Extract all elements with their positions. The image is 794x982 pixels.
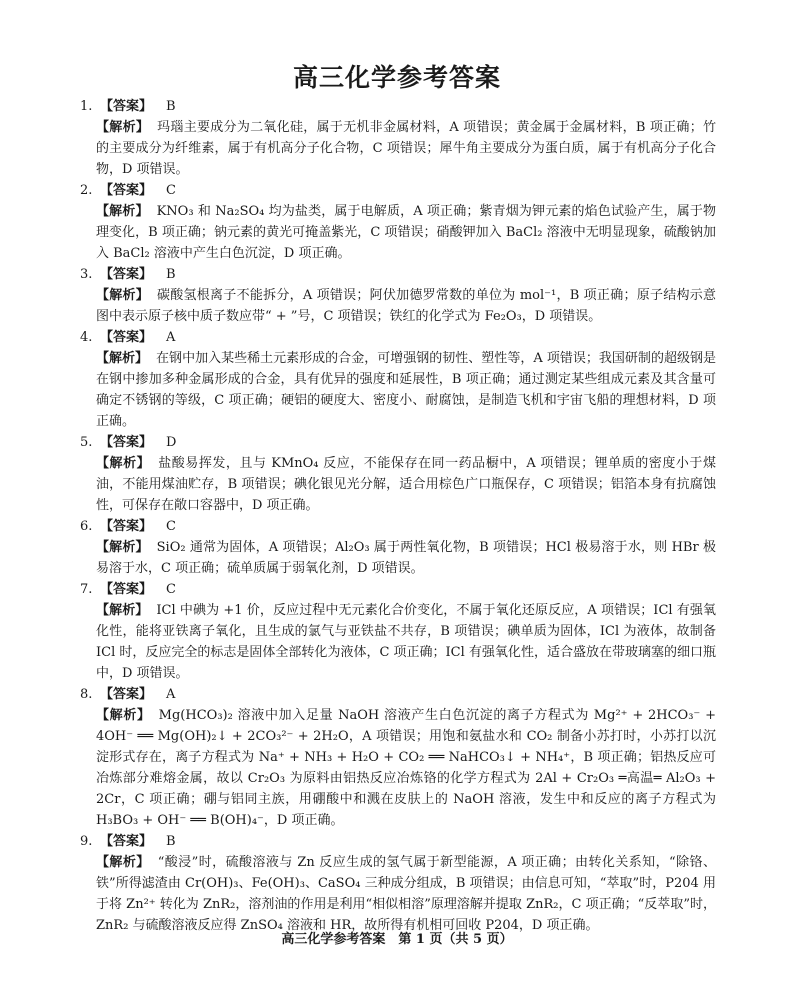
- answer-value: B: [166, 267, 176, 282]
- explanation-label: 【解析】: [96, 456, 151, 471]
- answer-label: 【答案】: [100, 267, 153, 282]
- explanation-label: 【解析】: [96, 288, 150, 303]
- answer-line: [80, 579, 716, 600]
- answer-label: 【答案】: [100, 435, 153, 450]
- question-block: [80, 432, 716, 516]
- answer-line: [80, 684, 716, 705]
- explanation: [80, 201, 716, 264]
- answer-value: B: [166, 99, 176, 114]
- explanation-text: 在钢中加入某些稀土元素形成的合金，可增强钢的韧性、塑性等，A 项错误；我国研制的超级钢是在钢中掺加多种金属形成的合金，具有优异的强度和延展性，B 项正确；通过测定某些组成元素及其含量可确定不锈钢的等级，C 项正确；硬铝的硬度大、密度小、耐腐蚀，是制造飞机和宇宙飞船的理想材料，D 项正确。: [96, 351, 716, 429]
- answer-label: 【答案】: [100, 582, 153, 597]
- explanation-text: KNO₃ 和 Na₂SO₄ 均为盐类，属于电解质，A 项正确；紫青烟为钾元素的焰色试验产生，属于物理变化，B 项正确；钠元素的黄光可掩盖紫光，C 项错误；硝酸钾加入 BaCl₂ 溶液中无明显现象，硫酸钠加入 BaCl₂ 溶液中产生白色沉淀，D 项正确。: [96, 204, 716, 261]
- explanation: [80, 705, 716, 831]
- question-block: [80, 516, 716, 579]
- page-footer: 高三化学参考答案 第 1 页（共 5 页）: [281, 932, 513, 947]
- answer-value: C: [166, 183, 176, 198]
- answer-line: [80, 96, 716, 117]
- explanation: [80, 348, 716, 432]
- answer-label: 【答案】: [100, 834, 153, 849]
- explanation-label: 【解析】: [96, 120, 150, 135]
- answer-label: 【答案】: [100, 99, 153, 114]
- question-number: 2.: [80, 183, 93, 198]
- answer-value: C: [166, 582, 176, 597]
- answer-line: [80, 180, 716, 201]
- answer-line: [80, 432, 716, 453]
- explanation-text: Mg(HCO₃)₂ 溶液中加入足量 NaOH 溶液产生白色沉淀的离子方程式为 Mg²⁺ + 2HCO₃⁻ + 4OH⁻ ══ Mg(OH)₂↓ + 2CO₃²⁻ + 2H₂O，A 项错误；用饱和氨盐水和 CO₂ 制备小苏打时，小苏打以沉淀形式存在，离子方程式为 Na⁺ + NH₃ + H₂O + CO₂ ══ NaHCO₃↓ + NH₄⁺，B 项正确；铝热反应可冶炼部分难熔金属，故以 Cr₂O₃ 为原料由铝热反应冶炼铬的化学方程式为 2Al + Cr₂O₃ ═高温═ Al₂O₃ + 2Cr，C 项正确；硼与铝同主族，用硼酸中和溅在皮肤上的 NaOH 溶液，发生中和反应的离子方程式为 H₃BO₃ + OH⁻ ══ B(OH)₄⁻，D 项正确。: [96, 708, 716, 828]
- explanation: [80, 852, 716, 936]
- explanation-label: 【解析】: [96, 351, 149, 366]
- explanation-label: 【解析】: [96, 855, 150, 870]
- explanation: [80, 453, 716, 516]
- answer-label: 【答案】: [100, 519, 153, 534]
- question-number: 1.: [80, 99, 93, 114]
- answer-value: A: [166, 687, 176, 702]
- question-number: 7.: [80, 582, 93, 597]
- question-number: 9.: [80, 834, 93, 849]
- explanation: [80, 285, 716, 327]
- explanation-text: SiO₂ 通常为固体，A 项错误；Al₂O₃ 属于两性氧化物，B 项错误；HCl 极易溶于水，则 HBr 极易溶于水，C 项正确；硫单质属于弱氧化剂，D 项错误。: [96, 540, 716, 576]
- answer-list: [80, 96, 716, 936]
- answer-line: [80, 831, 716, 852]
- explanation: [80, 600, 716, 684]
- question-block: [80, 579, 716, 684]
- question-block: [80, 831, 716, 936]
- question-block: [80, 264, 716, 327]
- question-number: 8.: [80, 687, 93, 702]
- answer-label: 【答案】: [100, 183, 153, 198]
- explanation: [80, 117, 716, 180]
- question-number: 4.: [80, 330, 93, 345]
- answer-label: 【答案】: [100, 687, 153, 702]
- answer-value: C: [166, 519, 176, 534]
- question-block: [80, 96, 716, 180]
- answer-value: B: [166, 834, 176, 849]
- question-block: [80, 180, 716, 264]
- explanation-label: 【解析】: [96, 603, 149, 618]
- explanation-text: 盐酸易挥发，且与 KMnO₄ 反应，不能保存在同一药品橱中，A 项错误；锂单质的密度小于煤油，不能用煤油贮存，B 项错误；碘化银见光分解，适合用棕色广口瓶保存，C 项错误；铝箔本身有抗腐蚀性，可保存在敞口容器中，D 项正确。: [96, 456, 716, 513]
- answer-value: D: [166, 435, 177, 450]
- question-number: 6.: [80, 519, 93, 534]
- answer-label: 【答案】: [100, 330, 153, 345]
- explanation-text: 玛瑙主要成分为二氧化硅，属于无机非金属材料，A 项错误；黄金属于金属材料，B 项正确；竹的主要成分为纤维素，属于有机高分子化合物，C 项错误；犀牛角主要成分为蛋白质，属于有机高分子化合物，D 项错误。: [96, 120, 716, 177]
- answer-line: [80, 264, 716, 285]
- explanation-text: ICl 中碘为 +1 价，反应过程中无元素化合价变化，不属于氧化还原反应，A 项错误；ICl 有强氧化性，能将亚铁离子氧化，且生成的氯气与亚铁盐不共存，B 项错误；碘单质为固体，ICl 为液体，故制备 ICl 时，反应完全的标志是固体全部转化为液体，C 项正确；ICl 有强氧化性，适合盛放在带玻璃塞的细口瓶中，D 项错误。: [96, 603, 716, 681]
- question-block: [80, 327, 716, 432]
- question-number: 3.: [80, 267, 93, 282]
- question-block: [80, 684, 716, 831]
- answer-line: [80, 516, 716, 537]
- explanation-text: “酸浸”时，硫酸溶液与 Zn 反应生成的氢气属于新型能源，A 项正确；由转化关系知，“除铬、铁”所得滤渣由 Cr(OH)₃、Fe(OH)₃、CaSO₄ 三种成分组成，B 项错误；由信息可知，“萃取”时，P204 用于将 Zn²⁺ 转化为 ZnR₂，溶剂油的作用是利用“相似相溶”原理溶解并提取 ZnR₂，C 项正确；“反萃取”时，ZnR₂ 与硫酸溶液反应得 ZnSO₄ 溶液和 HR，故所得有机相可回收 P204，D 项正确。: [96, 855, 716, 933]
- answer-value: A: [166, 330, 176, 345]
- explanation: [80, 537, 716, 579]
- answer-line: [80, 327, 716, 348]
- page-title: 高三化学参考答案: [292, 63, 501, 92]
- explanation-label: 【解析】: [96, 204, 149, 219]
- explanation-text: 碳酸氢根离子不能拆分，A 项错误；阿伏加德罗常数的单位为 mol⁻¹，B 项正确；原子结构示意图中表示原子核中质子数应带“ + ”号，C 项错误；铁红的化学式为 Fe₂O₃，D 项错误。: [96, 288, 716, 324]
- explanation-label: 【解析】: [96, 708, 151, 723]
- explanation-label: 【解析】: [96, 540, 149, 555]
- question-number: 5.: [80, 435, 93, 450]
